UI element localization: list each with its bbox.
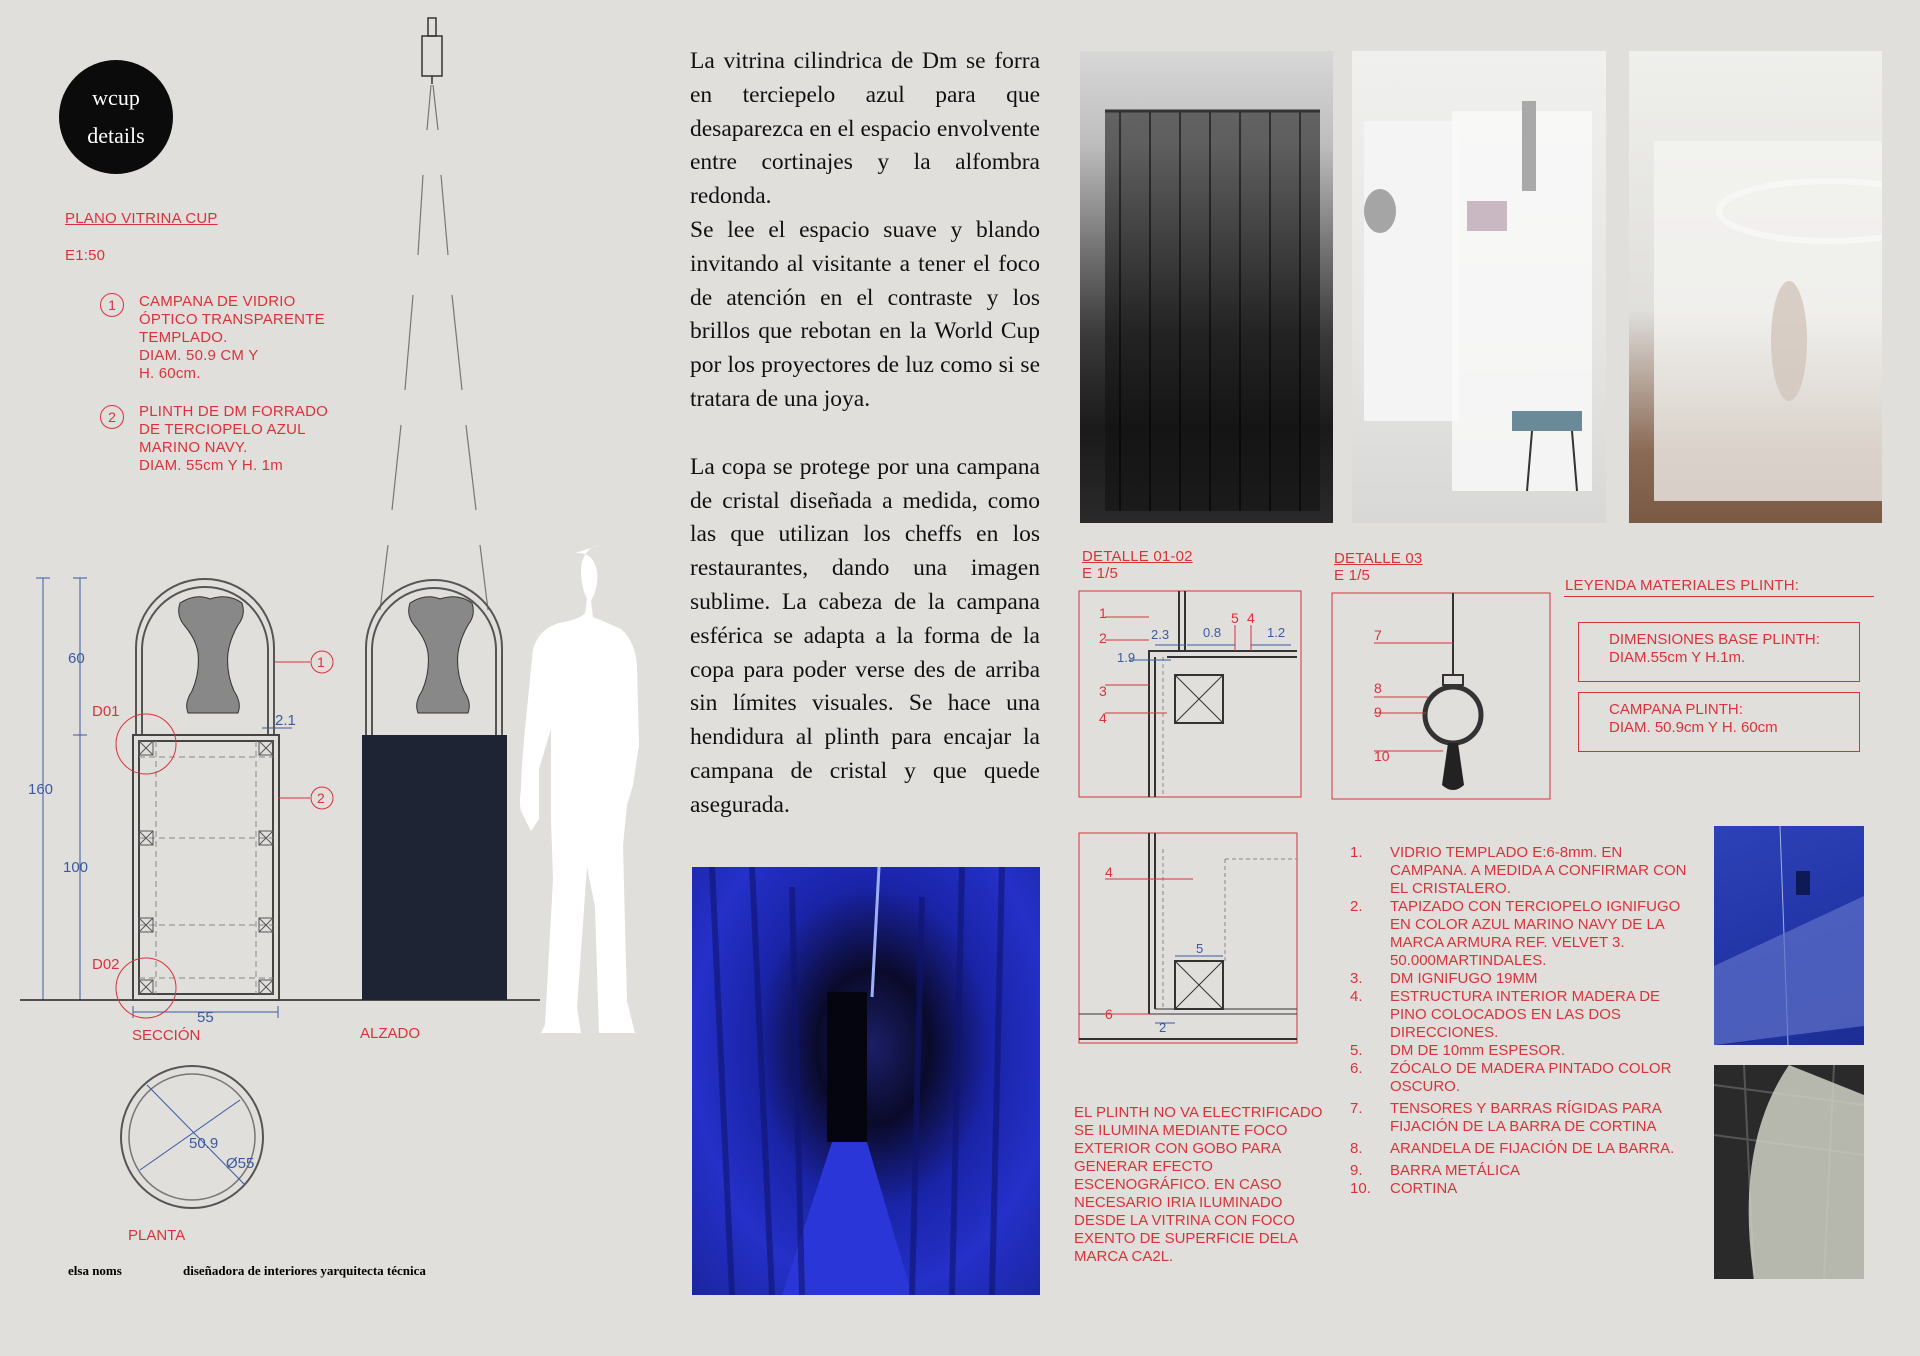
legend-box-base-text: DIMENSIONES BASE PLINTH: DIAM.55cm Y H.1m. [1609, 631, 1820, 666]
dimension-lines [36, 578, 292, 1018]
material-item: 8. ARANDELA DE FIJACIÓN DE LA BARRA. [1350, 1140, 1675, 1157]
photo-sheer-fabric-panel [1714, 1065, 1864, 1279]
d2-label-6: 6 [1105, 1006, 1113, 1022]
world-cup-trophy-elevation [409, 597, 474, 713]
materials-list [1350, 844, 1690, 1198]
photo-blue-curtain-rod [1714, 826, 1864, 1045]
d1-dim-1-9: 1.9 [1117, 650, 1136, 665]
material-item: 6. ZÓCALO DE MADERA PINTADO COLOR OSCURO. [1350, 1060, 1672, 1095]
d1-label-4: 4 [1099, 710, 1107, 726]
d1-label-5: 5 [1231, 610, 1239, 626]
material-item: 1. VIDRIO TEMPLADO E:6-8mm. EN CAMPANA. A MEDIDA A CONFIRMAR CON EL CRISTALERO. [1350, 844, 1687, 897]
photo-sheer-curtain [1629, 51, 1882, 523]
section-studs [139, 741, 273, 994]
d1-label-2: 2 [1099, 630, 1107, 646]
d2-label-4: 4 [1105, 864, 1113, 880]
d1-dim-1-2: 1.2 [1267, 625, 1286, 640]
item-1-marker: 1 [100, 293, 124, 317]
detail-03-scale: E 1/5 [1334, 567, 1371, 584]
footer-role: diseñadora de interiores yarquitecta técnica [183, 1263, 426, 1278]
paragraph-2: Se lee el espacio suave y blando invitando al visitante a tener el foco de atención en el contraste y los brillos que rebotan en la World Cup por los proyectores de luz como si se tratara de una joya. [690, 216, 1040, 412]
detail-03-title: DETALLE 03 [1334, 550, 1423, 567]
legend-underline [1564, 596, 1874, 597]
light-beam [380, 85, 488, 610]
detail-01-02-title: DETALLE 01-02 [1082, 548, 1193, 565]
photo-dark-curtain [1080, 51, 1333, 523]
d3-label-8: 8 [1374, 680, 1382, 696]
material-item: 3. DM IGNIFUGO 19MM [1350, 970, 1538, 987]
dim-160: 160 [28, 781, 54, 798]
dim-50-9: 50.9 [189, 1135, 219, 1152]
item-2-text: PLINTH DE DM FORRADO DE TERCIOPELO AZUL MARINO NAVY. DIAM. 55cm Y H. 1m [139, 403, 329, 474]
dim-60: 60 [68, 650, 85, 667]
label-d01: D01 [92, 703, 120, 720]
lighting-note: EL PLINTH NO VA ELECTRIFICADO SE ILUMINA MEDIANTE FOCO EXTERIOR CON GOBO PARA GENERAR EFECTO ESCENOGRÁFICO. EN CASO NECESARIO IRIA ILUMINADO DESDE LA VITRINA CON FOCO EXENTO DE SUPERFICIE DELA MARCA CA2L. [1074, 1104, 1323, 1265]
d2-dim-2: 2 [1159, 1020, 1167, 1035]
d3-label-9: 9 [1374, 704, 1382, 720]
detail-03-drawing [1328, 585, 1554, 800]
d1-label-4b: 4 [1247, 610, 1255, 626]
legend-box-campana-text: CAMPANA PLINTH: DIAM. 50.9cm Y H. 60cm [1609, 701, 1778, 736]
label-seccion: SECCIÓN [132, 1027, 201, 1044]
label-planta: PLANTA [128, 1227, 186, 1244]
detail-02-drawing [1075, 829, 1307, 1049]
section-plinth [133, 735, 279, 1000]
paragraph-3: La copa se protege por una campana de cristal diseñada a medida, como las que utilizan los cheffs en los restaurantes, dando una imagen sublime. La cabeza de la campana esférica se adapta a la forma de la copa para poder verse des de arriba sin límites visuales. Se hace una hendidura al plinth para encajar la campana de cristal y que quede asegurada. [690, 453, 1040, 818]
legend-box-campana [1578, 692, 1860, 752]
human-silhouette [520, 545, 639, 1033]
spotlight-icon [422, 18, 442, 84]
legend-box-base [1578, 622, 1860, 682]
dim-2-1: 2.1 [275, 712, 296, 729]
label-d02: D02 [92, 956, 120, 973]
technical-drawing [0, 0, 680, 1356]
plan-title: PLANO VITRINA CUP [65, 210, 218, 227]
d1-label-1: 1 [1099, 605, 1107, 621]
section-marker-2: 2 [317, 790, 325, 806]
detail-01-02-drawing [1075, 585, 1307, 800]
detail-01-02-scale: E 1/5 [1082, 565, 1119, 582]
dim-100: 100 [63, 859, 89, 876]
material-item: 9. BARRA METÁLICA [1350, 1162, 1521, 1179]
material-item: 5. DM DE 10mm ESPESOR. [1350, 1042, 1566, 1059]
legend-title: LEYENDA MATERIALES PLINTH: [1565, 577, 1800, 594]
photo-blue-corridor [692, 867, 1040, 1295]
badge-line1: wcup [92, 85, 140, 110]
d1-dim-2-3: 2.3 [1151, 627, 1170, 642]
description-text [690, 45, 1040, 823]
callout-d01 [116, 714, 176, 774]
item-1-text: CAMPANA DE VIDRIO ÓPTICO TRANSPARENTE TEMPLADO. DIAM. 50.9 CM Y H. 60cm. [139, 293, 325, 382]
footer-name: elsa noms [68, 1263, 122, 1278]
elevation-plinth [362, 735, 507, 1000]
d1-label-3: 3 [1099, 683, 1107, 699]
label-alzado: ALZADO [360, 1025, 421, 1042]
d3-label-10: 10 [1374, 748, 1390, 764]
world-cup-trophy-section [179, 597, 244, 713]
material-item: 7. TENSORES Y BARRAS RÍGIDAS PARA FIJACIÓN DE LA BARRA DE CORTINA [1350, 1100, 1661, 1135]
section-marker-1: 1 [317, 654, 325, 670]
photo-white-gallery [1352, 51, 1606, 523]
plan-scale: E1:50 [65, 247, 106, 264]
badge-line2: details [87, 123, 145, 148]
paragraph-1: La vitrina cilindrica de Dm se forra en terciepelo azul para que desaparezca en el espacio envolvente entre cortinajes y la alfombra redonda. [690, 48, 1040, 210]
material-item: 10. CORTINA [1350, 1180, 1458, 1197]
material-item: 4. ESTRUCTURA INTERIOR MADERA DE PINO COLOCADOS EN LAS DOS DIRECCIONES. [1350, 988, 1661, 1041]
d1-dim-0-8: 0.8 [1203, 625, 1222, 640]
material-item: 2. TAPIZADO CON TERCIOPELO IGNIFUGO EN COLOR AZUL MARINO NAVY DE LA MARCA ARMURA REF. VELVET 3. 50.000MARTINDALES. [1350, 898, 1681, 969]
dim-55: 55 [197, 1009, 214, 1026]
d3-label-7: 7 [1374, 627, 1382, 643]
item-2-marker: 2 [100, 405, 124, 429]
dim-phi55: Ø55 [226, 1155, 255, 1172]
callout-d02 [116, 958, 176, 1018]
d2-dim-5: 5 [1196, 941, 1204, 956]
